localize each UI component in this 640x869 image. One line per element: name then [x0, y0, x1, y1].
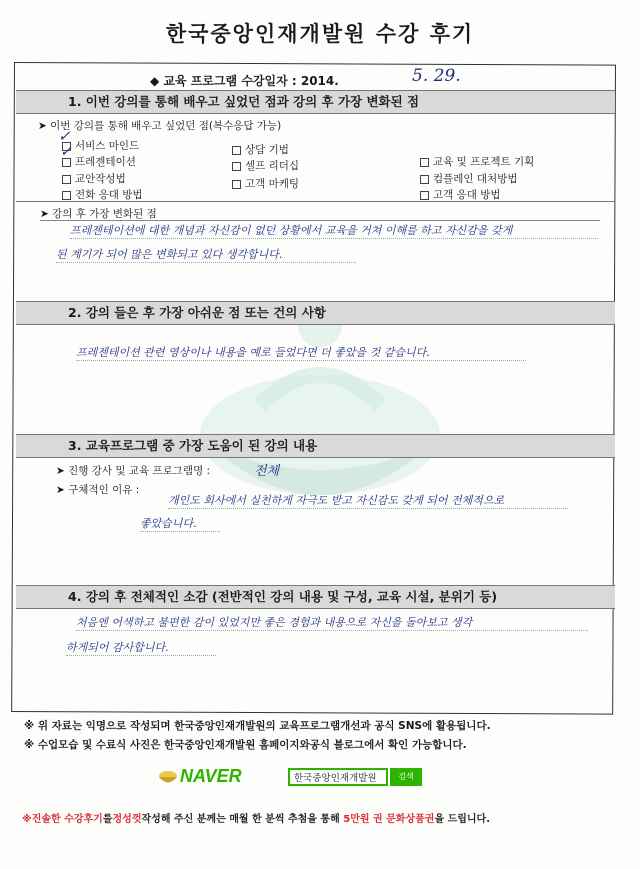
check-item[interactable]: 셀프 리더십 — [232, 158, 299, 173]
promo-line — [22, 810, 490, 825]
promo-prefix: ※ — [22, 814, 32, 825]
arrow-bullet-icon: ➤ — [38, 120, 47, 132]
check-item[interactable]: 서비스 마인드 — [62, 138, 139, 153]
check-item[interactable]: 고객 마케팅 — [232, 176, 299, 191]
check-item[interactable]: 상담 기법 — [232, 142, 289, 157]
section2-heading: 2. 강의 들은 후 가장 아쉬운 점 또는 건의 사항 — [16, 301, 615, 325]
naver-search-button[interactable]: 검색 — [390, 768, 422, 786]
checkbox-icon[interactable] — [232, 162, 241, 171]
section1-sub2 — [40, 206, 157, 221]
promo-text-3: 을 드립니다. — [434, 814, 491, 825]
checkmark-icon: ✓ — [58, 127, 71, 145]
instructor-answer[interactable]: 전체 — [254, 464, 280, 479]
instructor-label: 진행 강사 및 교육 프로그램명 : — [68, 465, 211, 477]
check-item[interactable]: 교안작성법 — [62, 171, 126, 186]
section3-answer-line1[interactable]: 개인도 회사에서 실천하게 자극도 받고 자신감도 갖게 되어 전체적으로 — [168, 492, 568, 509]
section3-answer-line2[interactable]: 좋았습니다. — [140, 515, 220, 532]
section1-answer-line1[interactable]: 프레젠테이션에 대한 개념과 자신감이 없던 상황에서 교육을 거쳐 이해를 하고 자신감을 갖게 — [70, 222, 598, 239]
instructor-row — [56, 463, 210, 478]
promo-highlight-1: 진솔한 수강후기 — [31, 814, 103, 825]
promo-text-2: 작성해 주신 분께는 매월 한 분씩 추첨을 통해 — [141, 814, 344, 825]
footer-note1: ※ 위 자료는 익명으로 작성되며 한국중앙인재개발원의 교육프로그램개선과 공식 SNS에 활용됩니다. — [24, 720, 491, 732]
checkmark-icon: ✓ — [60, 144, 72, 160]
checkbox-icon[interactable] — [232, 146, 241, 155]
checkbox-icon[interactable] — [62, 191, 71, 200]
checkbox-icon[interactable] — [420, 191, 429, 200]
page-title: 한국중앙인재개발원 수강 후기 — [165, 22, 475, 46]
check-item[interactable]: 고객 응대 방법 — [420, 187, 501, 202]
arrow-bullet-icon: ➤ — [40, 208, 49, 220]
date-row — [150, 72, 339, 89]
divider — [16, 201, 615, 202]
footer-note2: ※ 수업모습 및 수료식 사진은 한국중앙인재개발원 홈페이지와공식 블로그에서 확인 가능합니다. — [24, 739, 467, 751]
reason-label: 구체적인 이유 : — [68, 484, 140, 496]
section1-answer-line2[interactable]: 된 계기가 되어 많은 변화되고 있다 생각합니다. — [56, 246, 356, 263]
naver-logo: NAVER — [180, 766, 242, 786]
section3-heading: 3. 교육프로그램 중 가장 도움이 된 강의 내용 — [16, 434, 615, 458]
section4-answer-line2[interactable]: 하게되어 감사합니다. — [66, 639, 216, 656]
arrow-bullet-icon: ➤ — [56, 465, 65, 477]
check-item[interactable]: 프레젠테이션 — [62, 154, 136, 169]
promo-highlight-2: 정성껏 — [112, 814, 142, 825]
naver-bowl-icon — [158, 768, 178, 786]
check-item[interactable]: 교육 및 프로젝트 기획 — [420, 154, 534, 169]
date-handwritten[interactable]: 5. 29. — [412, 66, 461, 86]
promo-text-1: 를 — [102, 814, 113, 825]
promo-highlight-3: 5만원 권 문화상품권 — [343, 814, 435, 825]
checkbox-icon[interactable] — [420, 175, 429, 184]
section1-sub2-label: 강의 후 가장 변화된 점 — [52, 208, 157, 220]
check-item[interactable]: 전화 응대 방법 — [62, 187, 143, 202]
checkbox-icon[interactable] — [420, 158, 429, 167]
section4-heading: 4. 강의 후 전체적인 소감 (전반적인 강의 내용 및 구성, 교육 시설, 분위기 등) — [16, 585, 615, 609]
diamond-bullet-icon: ◆ — [150, 74, 160, 88]
naver-search-input[interactable]: 한국중앙인재개발원 — [288, 768, 388, 786]
section1-heading: 1. 이번 강의를 통해 배우고 싶었던 점과 강의 후 가장 변화된 점 — [16, 90, 615, 114]
arrow-bullet-icon: ➤ — [56, 484, 65, 496]
section4-answer-line1[interactable]: 처음엔 어색하고 불편한 감이 있었지만 좋은 경험과 내용으로 자신을 돌아보고 생각 — [76, 614, 588, 631]
section1-sub1 — [38, 118, 281, 133]
checkbox-icon[interactable] — [232, 180, 241, 189]
section1-sub1-label: 이번 강의를 통해 배우고 싶었던 점(복수응답 가능) — [50, 120, 282, 132]
check-item[interactable]: 컴플레인 대처방법 — [420, 171, 517, 186]
checkbox-icon[interactable] — [62, 175, 71, 184]
date-label: 교육 프로그램 수강일자 : 2014. — [163, 74, 339, 88]
reason-row — [56, 482, 139, 497]
section2-answer-line1[interactable]: 프레젠테이션 관련 영상이나 내용을 예로 들었다면 더 좋았을 것 같습니다. — [76, 344, 526, 361]
